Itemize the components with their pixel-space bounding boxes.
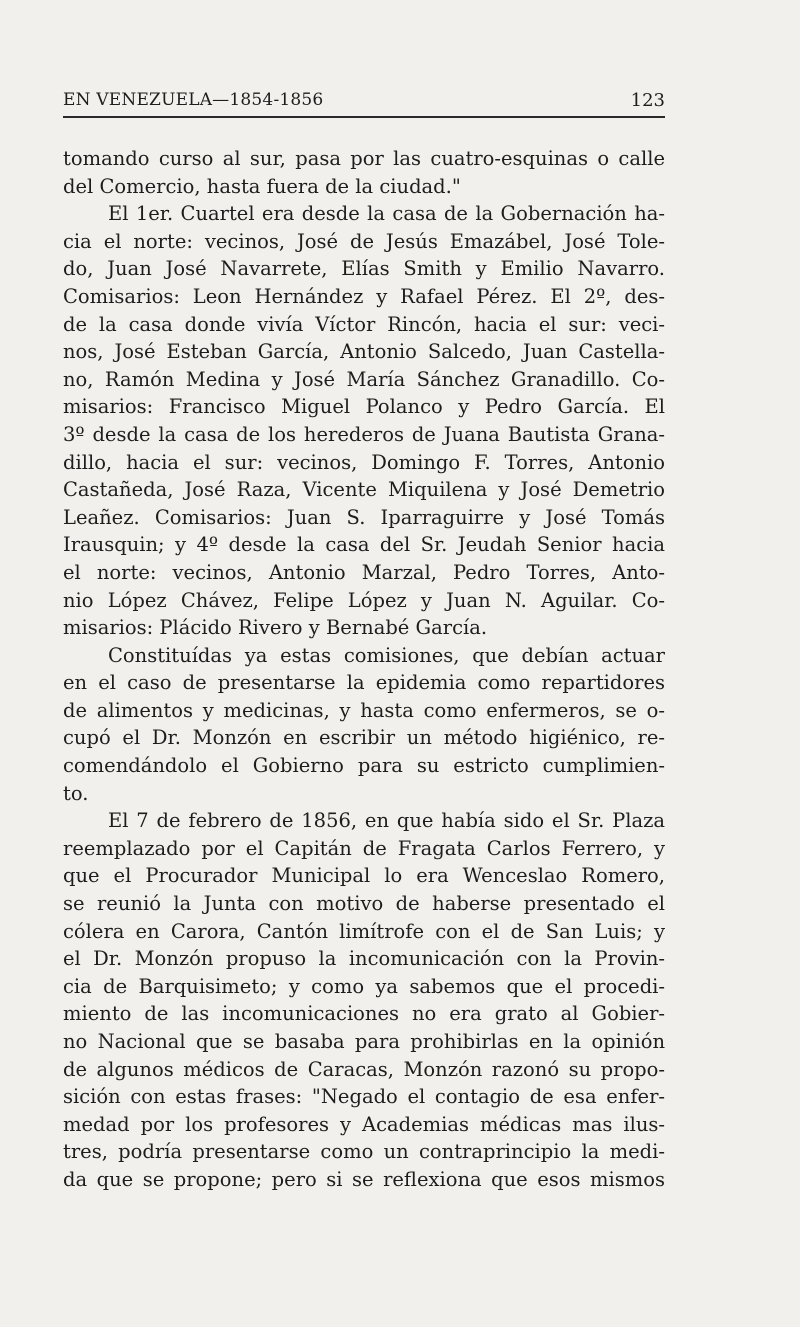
text-line: cólera en Carora, Cantón limítrofe con el de San Luis; y — [63, 919, 665, 943]
text-line: nio López Chávez, Felipe López y Juan N. Aguilar. Co- — [63, 588, 665, 612]
text-line: da que se propone; pero si se reflexiona que esos mismos — [63, 1167, 665, 1191]
text-line: el norte: vecinos, Antonio Marzal, Pedro Torres, Anto- — [63, 560, 665, 584]
text-line: cupó el Dr. Monzón en escribir un método higiénico, re- — [63, 726, 665, 750]
text-line: dillo, hacia el sur: vecinos, Domingo F. Torres, Antonio — [63, 450, 665, 474]
page-number: 123 — [630, 90, 665, 111]
text-line: cia el norte: vecinos, José de Jesús Emazábel, José Tole- — [63, 229, 665, 253]
text-line: no, Ramón Medina y José María Sánchez Granadillo. Co- — [63, 367, 665, 391]
text-line: miento de las incomunicaciones no era grato al Gobier- — [63, 1002, 665, 1026]
text-line: Castañeda, José Raza, Vicente Miquilena y José Demetrio — [63, 478, 665, 502]
text-line: sición con estas frases: "Negado el contagio de esa enfer- — [63, 1085, 665, 1109]
text-line: que el Procurador Municipal lo era Wenceslao Romero, — [63, 864, 665, 888]
text-line: se reunió la Junta con motivo de haberse presentado el — [63, 892, 665, 916]
text-line: comendándolo el Gobierno para su estricto cumplimien- — [63, 754, 665, 778]
text-line: nos, José Esteban García, Antonio Salcedo, Juan Castella- — [63, 340, 665, 364]
text-line: medad por los profesores y Academias médicas mas ilus- — [63, 1112, 665, 1136]
text-line: cia de Barquisimeto; y como ya sabemos que el procedi- — [63, 974, 665, 998]
text-line: 3º desde la casa de los herederos de Juana Bautista Grana- — [63, 422, 665, 446]
text-line: El 1er. Cuartel era desde la casa de la Gobernación ha- — [108, 202, 665, 226]
text-line: de la casa donde vivía Víctor Rincón, hacia el sur: veci- — [63, 312, 665, 336]
text-line: reemplazado por el Capitán de Fragata Carlos Ferrero, y — [63, 836, 665, 860]
text-line: Leañez. Comisarios: Juan S. Iparraguirre y José Tomás — [63, 505, 665, 529]
running-header — [63, 90, 665, 114]
header-rule — [63, 116, 665, 118]
text-line: tres, podría presentarse como un contraprincipio la medi- — [63, 1140, 665, 1164]
text-line: el Dr. Monzón propuso la incomunicación con la Provin- — [63, 947, 665, 971]
text-line: del Comercio, hasta fuera de la ciudad." — [63, 174, 461, 198]
text-line: Irausquin; y 4º desde la casa del Sr. Jeudah Senior hacia — [63, 533, 665, 557]
text-line: en el caso de presentarse la epidemia como repartidores — [63, 671, 665, 695]
text-line: misarios: Francisco Miguel Polanco y Pedro García. El — [63, 395, 665, 419]
text-line: Comisarios: Leon Hernández y Rafael Pérez. El 2º, des- — [63, 284, 665, 308]
body-text — [63, 145, 665, 1194]
text-line: no Nacional que se basaba para prohibirlas en la opinión — [63, 1030, 665, 1053]
text-line: El 7 de febrero de 1856, en que había sido el Sr. Plaza — [108, 809, 665, 833]
text-line: tomando curso al sur, pasa por las cuatro-esquinas o calle — [63, 147, 665, 170]
text-line: de alimentos y medicinas, y hasta como enfermeros, se o- — [63, 698, 665, 722]
text-line: do, Juan José Navarrete, Elías Smith y Emilio Navarro. — [63, 257, 665, 281]
text-line: Constituídas ya estas comisiones, que debían actuar — [108, 643, 665, 667]
running-title: EN VENEZUELA—1854-1856 — [63, 90, 324, 110]
text-line: de algunos médicos de Caracas, Monzón razonó su propo- — [63, 1057, 665, 1081]
text-line: to. — [63, 781, 89, 805]
text-line: misarios: Plácido Rivero y Bernabé García. — [63, 616, 488, 640]
